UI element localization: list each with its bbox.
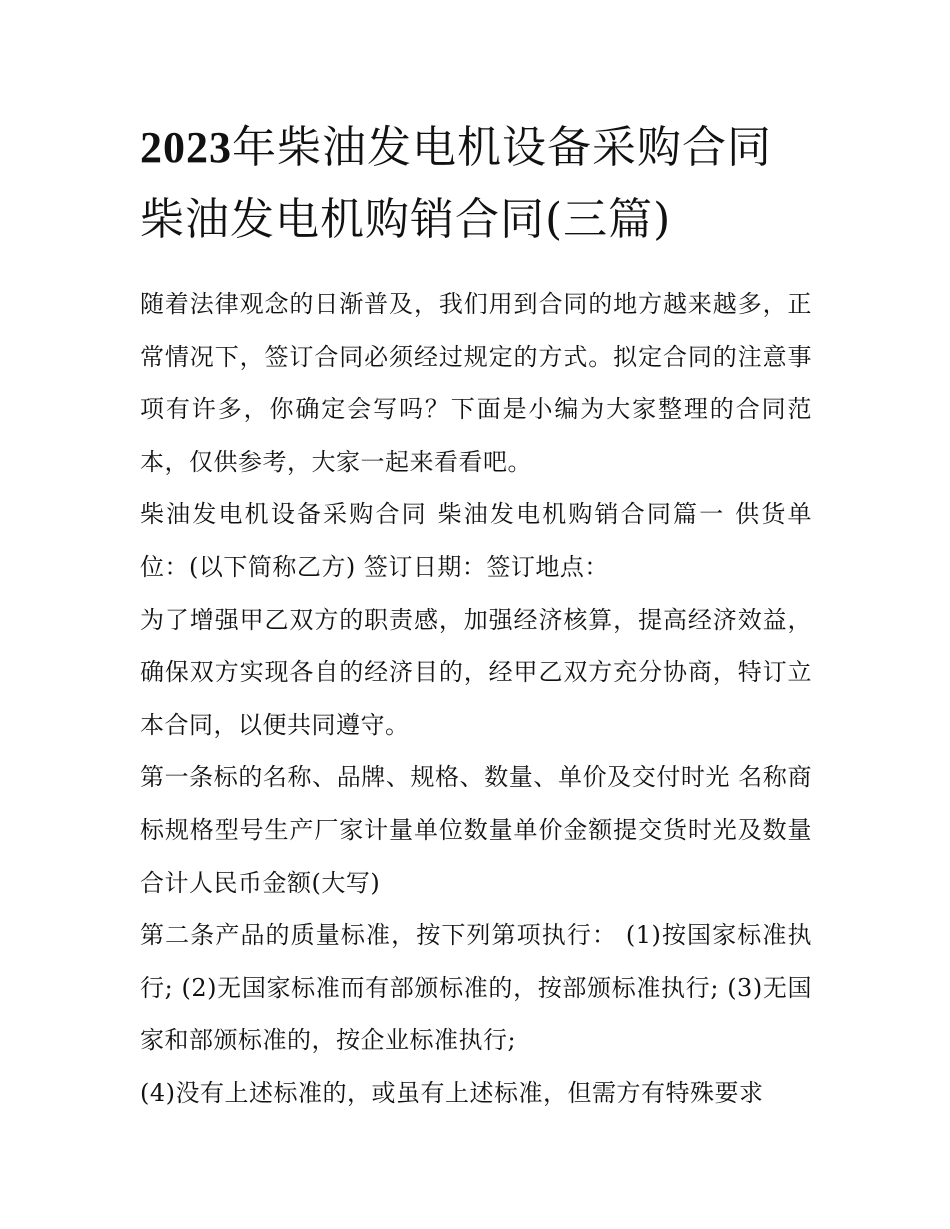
document-body <box>140 278 812 1120</box>
title-text: 年柴油发电机设备采购合同 柴油发电机购销合同(三篇) <box>140 122 772 245</box>
paragraph-article-1: 第一条标的名称、品牌、规格、数量、单价及交付时光 名称商标规格型号生产厂家计量单位数量单价金额提交货时光及数量合计人民币金额(大写) <box>140 763 812 897</box>
title-year: 2023 <box>140 123 232 172</box>
document-title <box>140 112 820 256</box>
paragraph-article-2: 第二条产品的质量标准，按下列第项执行： (1)按国家标准执行; (2)无国家标准而有部颁标准的，按部颁标准执行; (3)无国家和部颁标准的，按企业标准执行; <box>140 921 812 1055</box>
paragraph-intro: 随着法律观念的日渐普及，我们用到合同的地方越来越多，正常情况下，签订合同必须经过规定的方式。拟定合同的注意事项有许多，你确定会写吗？下面是小编为大家整理的合同范本，仅供参考，大家一起来看看吧。 <box>140 290 812 476</box>
paragraph-article-2-item-4: (4)没有上述标准的，或虽有上述标准，但需方有特殊要求 <box>140 1078 764 1107</box>
paragraph-purpose: 为了增强甲乙双方的职责感，加强经济核算，提高经济效益，确保双方实现各自的经济目的，经甲乙双方充分协商，特订立本合同，以便共同遵守。 <box>140 605 812 739</box>
paragraph-contract-header: 柴油发电机设备采购合同 柴油发电机购销合同篇一 供货单位：(以下简称乙方) 签订日期：签订地点： <box>140 500 812 581</box>
